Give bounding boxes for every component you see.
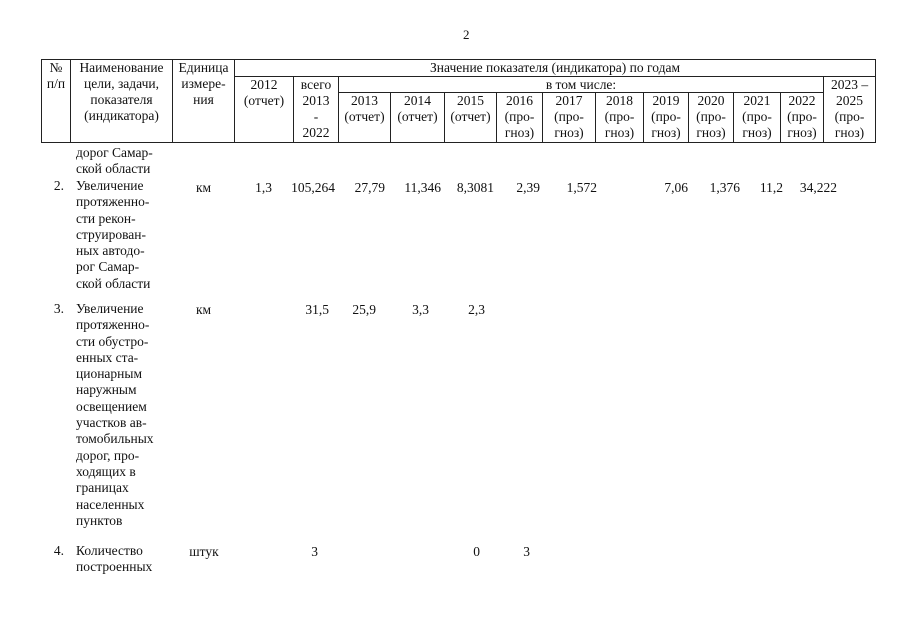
row-unit: км xyxy=(195,302,212,317)
group-header: Значение показателя (индикатора) по годам xyxy=(235,60,876,77)
page-number: 2 xyxy=(463,27,470,42)
value-2015: 0 xyxy=(473,544,480,559)
value-2015: 2,3 xyxy=(468,302,485,317)
subgroup-header: в том числе: xyxy=(339,77,824,93)
value-2017: 1,572 xyxy=(566,180,597,195)
value-2022: 34,222 xyxy=(799,180,837,195)
row-number: 4. xyxy=(53,543,64,558)
col-2017-header: 2017 (про- гноз) xyxy=(543,93,596,143)
value-2012: 1,3 xyxy=(255,180,272,195)
continuation-text: дорог Самар- ской области xyxy=(76,145,153,177)
col-2013-header: 2013 (отчет) xyxy=(339,93,391,143)
col-total-header: всего 2013 - 2022 xyxy=(294,77,339,143)
table-header xyxy=(41,59,876,143)
col-2012-header: 2012 (отчет) xyxy=(235,77,294,143)
value-2015: 8,3081 xyxy=(456,180,494,195)
col-2015-header: 2015 (отчет) xyxy=(445,93,497,143)
row-number: 3. xyxy=(53,301,64,316)
value-2013: 25,9 xyxy=(352,302,376,317)
col-2023-2025-header: 2023 – 2025 (про- гноз) xyxy=(824,77,876,143)
col-name-header: Наименование цели, задачи, показателя (индикатора) xyxy=(71,60,173,143)
row-name: Увеличение протяженно- сти рекон- струирован- ных автодо- рог Самар- ской области xyxy=(76,178,151,291)
row-name: Количество построенных xyxy=(76,543,153,575)
col-2021-header: 2021 (про- гноз) xyxy=(734,93,781,143)
value-2016: 3 xyxy=(523,544,530,559)
col-2019-header: 2019 (про- гноз) xyxy=(644,93,689,143)
col-no-header: № п/п xyxy=(42,60,71,143)
value-2021: 11,2 xyxy=(759,180,783,195)
value-total: 3 xyxy=(311,544,318,559)
value-2014: 3,3 xyxy=(412,302,429,317)
row-name: Увеличение протяженно- сти обустро- енных ста- ционарным наружным освещением участков ав- томобильных дорог, про- ходящих в границах населенных пунктов xyxy=(76,301,154,528)
row-unit: штук xyxy=(189,544,219,559)
value-2019: 7,06 xyxy=(664,180,688,195)
col-2022-header: 2022 (про- гноз) xyxy=(781,93,824,143)
value-2013: 27,79 xyxy=(354,180,385,195)
value-total: 105,264 xyxy=(291,180,335,195)
col-2020-header: 2020 (про- гноз) xyxy=(689,93,734,143)
value-2020: 1,376 xyxy=(709,180,740,195)
col-2018-header: 2018 (про- гноз) xyxy=(596,93,644,143)
row-unit: км xyxy=(195,180,212,195)
col-unit-header: Единица измере- ния xyxy=(173,60,235,143)
col-2016-header: 2016 (про- гноз) xyxy=(497,93,543,143)
value-2016: 2,39 xyxy=(516,180,540,195)
value-2014: 11,346 xyxy=(404,180,441,195)
value-total: 31,5 xyxy=(305,302,329,317)
row-number: 2. xyxy=(53,178,64,193)
col-2014-header: 2014 (отчет) xyxy=(391,93,445,143)
